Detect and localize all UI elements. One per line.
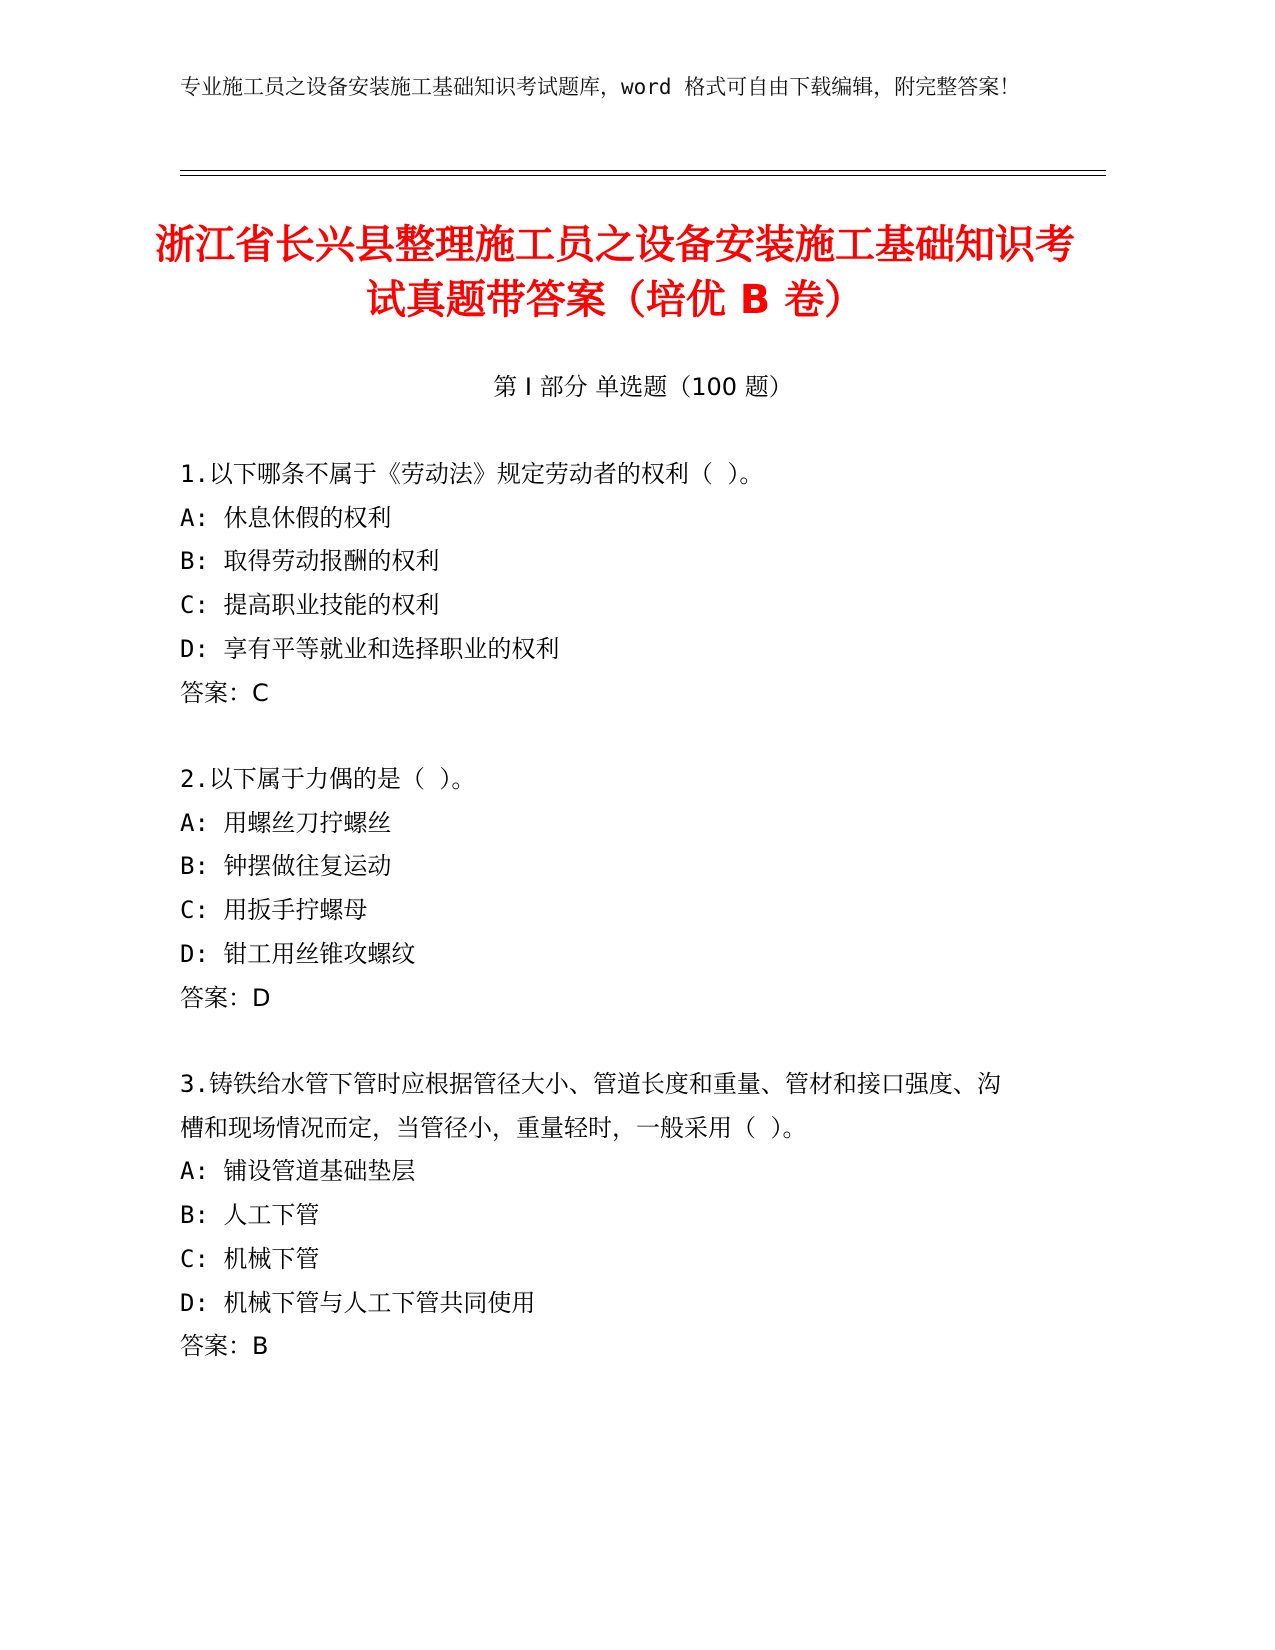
option-c: C: 用扳手拧螺母 bbox=[180, 896, 368, 925]
option-a: A: 休息休假的权利 bbox=[180, 503, 392, 532]
question-block bbox=[180, 1063, 1020, 1369]
section-title: 第 I 部分 单选题（100 题） bbox=[493, 373, 793, 401]
question-stem: 1.以下哪条不属于《劳动法》规定劳动者的权利（ ）。 bbox=[180, 460, 764, 488]
answer-line: 答案：B bbox=[180, 1332, 269, 1361]
document-title: 浙江省长兴县整理施工员之设备安装施工基础知识考试真题带答案（培优 B 卷） bbox=[155, 222, 1075, 323]
header-divider-bottom bbox=[180, 175, 1106, 176]
option-a: A: 铺设管道基础垫层 bbox=[180, 1157, 416, 1186]
answer-line: 答案：D bbox=[180, 983, 271, 1012]
option-b: B: 钟摆做往复运动 bbox=[180, 852, 392, 881]
answer-line: 答案：C bbox=[180, 678, 269, 707]
option-a: A: 用螺丝刀拧螺丝 bbox=[180, 808, 392, 837]
option-b: B: 人工下管 bbox=[180, 1201, 320, 1230]
question-block bbox=[180, 758, 1020, 1020]
option-d: D: 机械下管与人工下管共同使用 bbox=[180, 1288, 536, 1317]
option-c: C: 提高职业技能的权利 bbox=[180, 591, 440, 620]
header-divider-top bbox=[180, 170, 1106, 171]
question-stem: 2.以下属于力偶的是（ ）。 bbox=[180, 765, 476, 793]
option-d: D: 钳工用丝锥攻螺纹 bbox=[180, 939, 416, 968]
option-b: B: 取得劳动报酬的权利 bbox=[180, 547, 440, 576]
header-note: 专业施工员之设备安装施工基础知识考试题库，word 格式可自由下载编辑，附完整答案！ bbox=[180, 75, 1021, 99]
question-stem: 3.铸铁给水管下管时应根据管径大小、管道长度和重量、管材和接口强度、沟槽和现场情况而定，当管径小，重量轻时，一般采用（ ）。 bbox=[180, 1070, 1001, 1142]
option-c: C: 机械下管 bbox=[180, 1244, 320, 1273]
question-block bbox=[180, 453, 1020, 715]
option-d: D: 享有平等就业和选择职业的权利 bbox=[180, 634, 560, 663]
